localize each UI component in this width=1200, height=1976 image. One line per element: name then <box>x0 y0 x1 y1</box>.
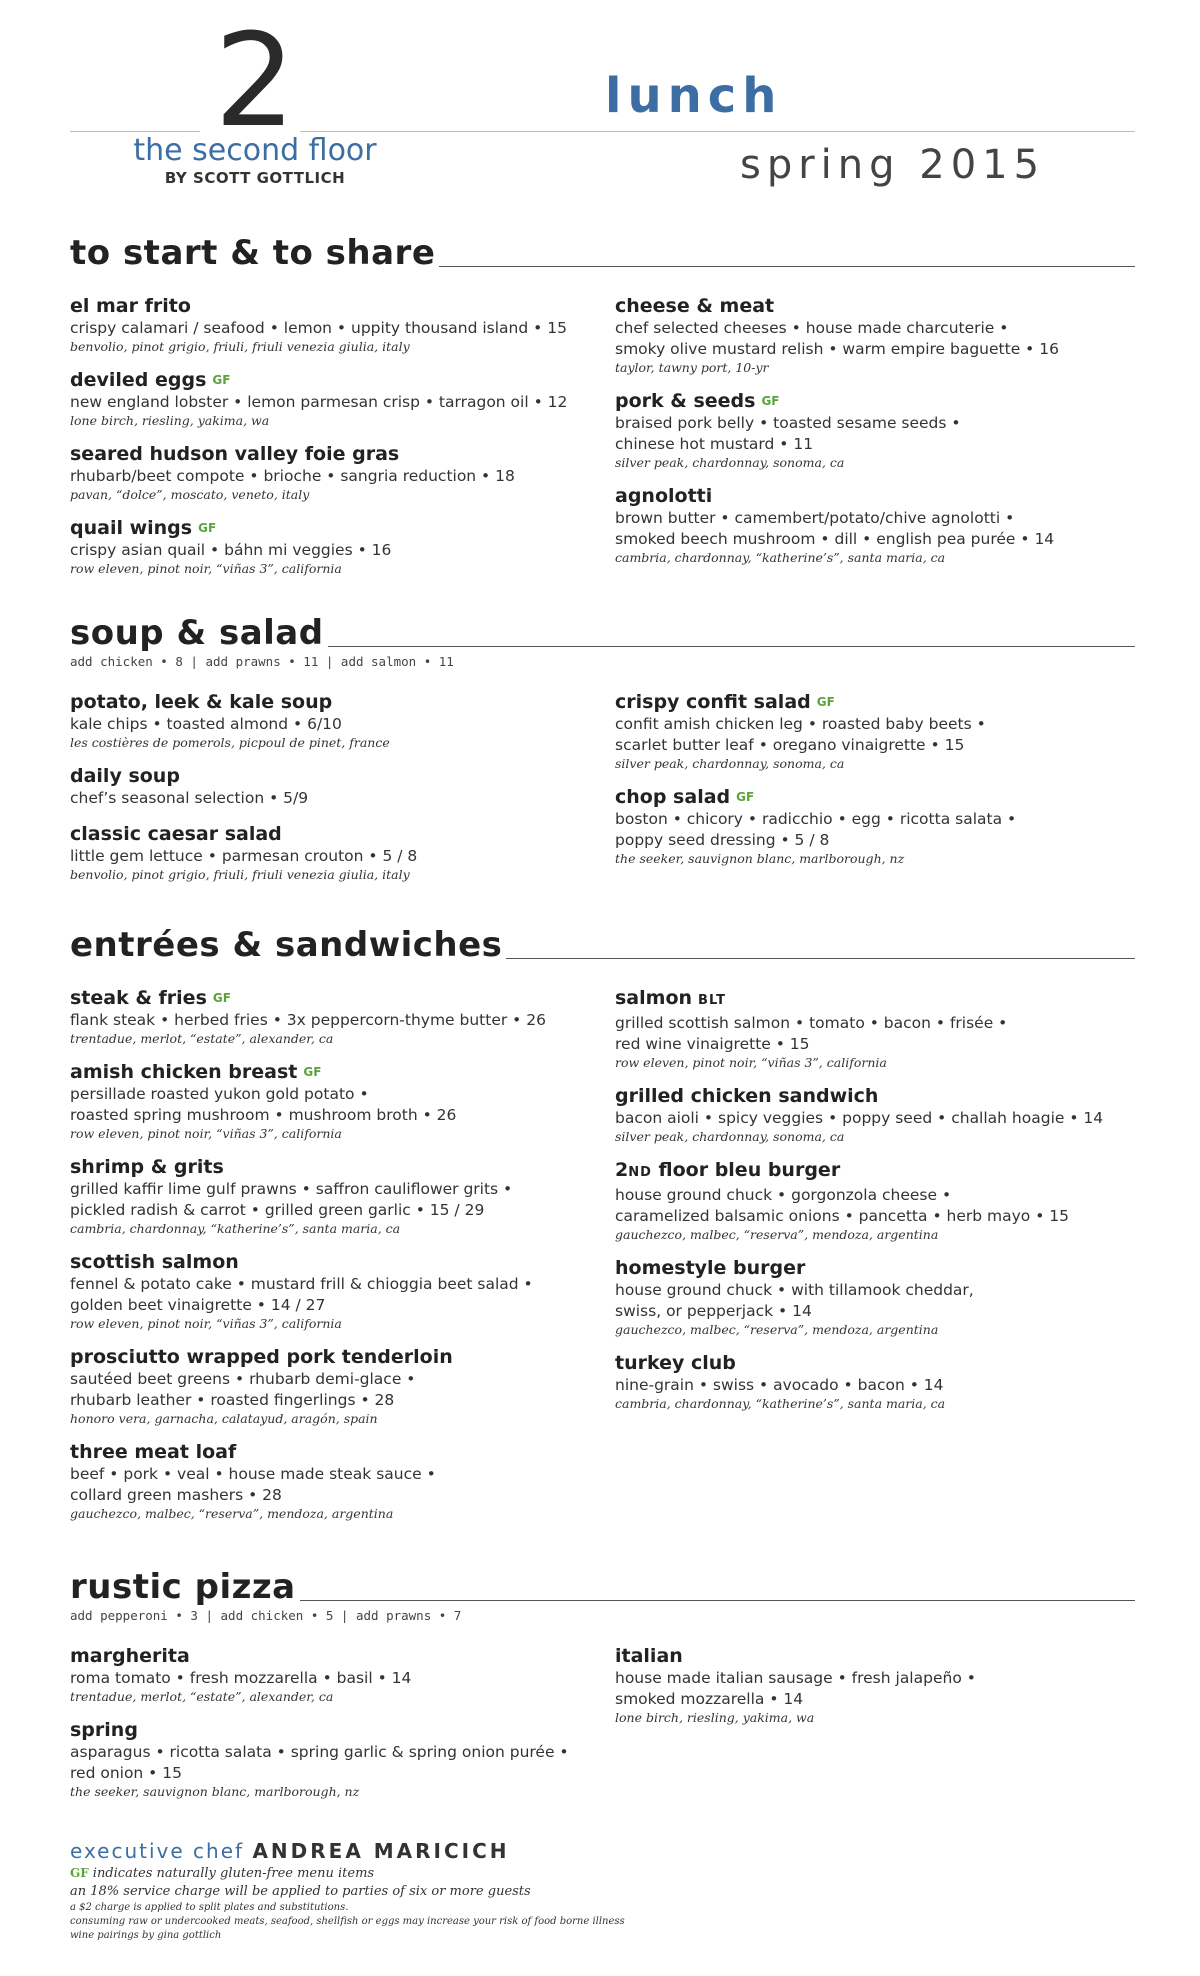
menu-item-name <box>615 785 1135 809</box>
menu-item <box>615 484 1135 566</box>
menu-item <box>70 1644 590 1705</box>
menu-item <box>70 368 590 429</box>
menu-item-name-text: pork & seeds <box>615 390 756 412</box>
section-entrees <box>70 924 1135 1535</box>
menu-item-name <box>615 690 1135 714</box>
menu-item-name-text: margherita <box>70 1645 190 1667</box>
menu-item-description: confit amish chicken leg • roasted baby beets • <box>615 715 986 733</box>
menu-item-wine-pairing: honoro vera, garnacha, calatayud, aragón, spain <box>70 1411 378 1426</box>
menu-item-name <box>70 1155 590 1179</box>
menu-item-description: caramelized balsamic onions • pancetta • herb mayo • 15 <box>615 1207 1069 1225</box>
gf-badge: GF <box>736 790 755 804</box>
section-heading <box>70 1566 1135 1606</box>
menu-item-name <box>70 1060 590 1084</box>
menu-item-name-text: spring <box>70 1719 138 1741</box>
menu-item-name-text: agnolotti <box>615 485 713 507</box>
menu-item-description: nine-grain • swiss • avocado • bacon • 14 <box>615 1376 944 1394</box>
menu-item-description: beef • pork • veal • house made steak sauce • <box>70 1465 436 1483</box>
menu-item-description: smoked mozzarella • 14 <box>615 1690 804 1708</box>
menu-item <box>615 785 1135 867</box>
menu-item-description: crispy asian quail • báhn mi veggies • 16 <box>70 541 392 559</box>
section-rule <box>300 1600 1135 1601</box>
section-title: entrées & sandwiches <box>70 925 503 965</box>
section-rule <box>328 646 1135 647</box>
split-charge-note: a $2 charge is applied to split plates and substitutions. <box>70 1902 349 1913</box>
menu-item-name-text: daily soup <box>70 765 180 787</box>
menu-item-name <box>70 986 590 1010</box>
raw-food-warning: consuming raw or undercooked meats, seafood, shellfish or eggs may increase your risk of food borne illness <box>70 1916 625 1927</box>
menu-item <box>615 294 1135 376</box>
menu-item <box>70 1440 590 1522</box>
menu-item-wine-pairing: silver peak, chardonnay, sonoma, ca <box>615 1129 845 1144</box>
section-columns <box>70 1644 1135 1813</box>
logo-name: the second floor <box>133 133 377 168</box>
menu-item-description: asparagus • ricotta salata • spring garlic & spring onion purée • <box>70 1743 569 1761</box>
menu-item-description: house ground chuck • gorgonzola cheese • <box>615 1186 952 1204</box>
menu-item-name-text: chop salad <box>615 786 731 808</box>
menu-item-name-text: homestyle burger <box>615 1257 806 1279</box>
left-column <box>70 690 590 896</box>
menu-item-wine-pairing: benvolio, pinot grigio, friuli, friuli venezia giulia, italy <box>70 867 410 882</box>
menu-item-name <box>615 294 1135 318</box>
section-columns <box>70 690 1135 896</box>
menu-item-description: chinese hot mustard • 11 <box>615 435 814 453</box>
menu-item-name-suffix: BLT <box>698 993 726 1008</box>
logo-byline: BY SCOTT GOTTLICH <box>164 169 346 187</box>
menu-item-description: scarlet butter leaf • oregano vinaigrette • 15 <box>615 736 965 754</box>
menu-item-description: house made italian sausage • fresh jalapeño • <box>615 1669 976 1687</box>
menu-item-description: persillade roasted yukon gold potato • <box>70 1085 369 1103</box>
menu-item-description: roasted spring mushroom • mushroom broth • 26 <box>70 1106 457 1124</box>
menu-item-wine-pairing: gauchezco, malbec, “reserva”, mendoza, argentina <box>615 1227 939 1242</box>
chef-title: executive chef <box>70 1839 245 1863</box>
menu-item <box>70 764 590 809</box>
section-title: soup & salad <box>70 613 324 653</box>
gf-note: indicates naturally gluten-free menu items <box>92 1866 375 1881</box>
menu-item-wine-pairing: row eleven, pinot noir, “viñas 3”, california <box>615 1055 887 1070</box>
menu-item-description: rhubarb/beet compote • brioche • sangria reduction • 18 <box>70 467 515 485</box>
section-title: rustic pizza <box>70 1567 296 1607</box>
menu-item-description: collard green mashers • 28 <box>70 1486 282 1504</box>
menu-item <box>615 1256 1135 1338</box>
menu-item-wine-pairing: lone birch, riesling, yakima, wa <box>615 1710 815 1725</box>
menu-item-name-text: potato, leek & kale soup <box>70 691 333 713</box>
menu-item <box>70 1060 590 1142</box>
menu-item-name <box>70 1718 590 1742</box>
section-heading <box>70 232 1135 272</box>
menu-item-description: grilled scottish salmon • tomato • bacon • frisée • <box>615 1014 1008 1032</box>
chef-credit <box>70 1838 770 1864</box>
menu-item-name-text: seared hudson valley foie gras <box>70 443 400 465</box>
section-rule <box>439 266 1135 267</box>
menu-item-name <box>70 1250 590 1274</box>
menu-item-wine-pairing: silver peak, chardonnay, sonoma, ca <box>615 455 845 470</box>
menu-item <box>615 1158 1135 1243</box>
menu-item-wine-pairing: trentadue, merlot, “estate”, alexander, ca <box>70 1031 334 1046</box>
menu-item-description: brown butter • camembert/potato/chive agnolotti • <box>615 509 1015 527</box>
menu-item-name-text: el mar frito <box>70 295 191 317</box>
section-title: to start & to share <box>70 233 436 273</box>
header-rule-left <box>70 131 200 132</box>
menu-item-wine-pairing: cambria, chardonnay, “katherine’s”, santa maria, ca <box>615 550 946 565</box>
gf-badge: GF <box>761 394 780 408</box>
menu-item-description: bacon aioli • spicy veggies • poppy seed • challah hoagie • 14 <box>615 1109 1104 1127</box>
menu-item <box>70 442 590 503</box>
menu-item-description: new england lobster • lemon parmesan crisp • tarragon oil • 12 <box>70 393 568 411</box>
menu-item-description: kale chips • toasted almond • 6/10 <box>70 715 342 733</box>
menu-meal-title: lunch <box>605 68 783 124</box>
section-columns <box>70 294 1135 590</box>
menu-item <box>615 690 1135 772</box>
menu-item <box>615 1351 1135 1412</box>
menu-item-name <box>615 389 1135 413</box>
menu-item-name <box>70 368 590 392</box>
menu-item-wine-pairing: cambria, chardonnay, “katherine’s”, santa maria, ca <box>70 1221 401 1236</box>
menu-item-name <box>70 690 590 714</box>
menu-item-description: house ground chuck • with tillamook cheddar, <box>615 1281 974 1299</box>
menu-item <box>615 389 1135 471</box>
menu-item-description: smoked beech mushroom • dill • english pea purée • 14 <box>615 530 1055 548</box>
menu-item <box>70 1155 590 1237</box>
menu-item-wine-pairing: lone birch, riesling, yakima, wa <box>70 413 270 428</box>
menu-item <box>70 690 590 751</box>
menu-item <box>70 986 590 1047</box>
menu-footer <box>70 1838 770 1943</box>
menu-item-name-text: floor bleu burger <box>651 1159 841 1181</box>
right-column <box>615 1644 1135 1813</box>
menu-item-wine-pairing: taylor, tawny port, 10-yr <box>615 360 769 375</box>
menu-item-name <box>615 1084 1135 1108</box>
menu-item-name-text: quail wings <box>70 517 193 539</box>
menu-item-wine-pairing: pavan, “dolce”, moscato, veneto, italy <box>70 487 310 502</box>
menu-item-description: swiss, or pepperjack • 14 <box>615 1302 812 1320</box>
menu-item <box>70 294 590 355</box>
menu-item-name <box>615 1351 1135 1375</box>
menu-item-name <box>70 1644 590 1668</box>
menu-item-description: braised pork belly • toasted sesame seeds • <box>615 414 961 432</box>
gf-badge: GF <box>816 695 835 709</box>
menu-item-wine-pairing: row eleven, pinot noir, “viñas 3”, california <box>70 1316 342 1331</box>
section-columns <box>70 986 1135 1535</box>
gf-badge: GF <box>198 521 217 535</box>
menu-item-name <box>70 764 590 788</box>
gf-badge: GF <box>70 1866 89 1880</box>
menu-item-name-prefix: 2 <box>615 1159 629 1181</box>
menu-item-wine-pairing: trentadue, merlot, “estate”, alexander, ca <box>70 1689 334 1704</box>
menu-item <box>615 1084 1135 1145</box>
wine-pairing-credit: wine pairings by gina gottlich <box>70 1930 222 1941</box>
menu-item-name-text: prosciutto wrapped pork tenderloin <box>70 1346 453 1368</box>
menu-item-name <box>70 516 590 540</box>
logo-digit: 2 <box>214 7 296 156</box>
menu-item-name-text: cheese & meat <box>615 295 775 317</box>
left-column <box>70 986 590 1535</box>
section-soup-salad <box>70 612 1135 896</box>
right-column <box>615 690 1135 896</box>
left-column <box>70 294 590 590</box>
service-charge-note: an 18% service charge will be applied to parties of six or more guests <box>70 1884 531 1899</box>
menu-item-name <box>615 1644 1135 1668</box>
menu-item-description: roma tomato • fresh mozzarella • basil • 14 <box>70 1669 412 1687</box>
chef-name: ANDREA MARICICH <box>252 1839 510 1863</box>
section-heading <box>70 612 1135 652</box>
menu-item-description: sautéed beet greens • rhubarb demi-glace • <box>70 1370 416 1388</box>
menu-item-wine-pairing: cambria, chardonnay, “katherine’s”, santa maria, ca <box>615 1396 946 1411</box>
section-start <box>70 232 1135 590</box>
menu-item-name-text: steak & fries <box>70 987 207 1009</box>
gf-badge: GF <box>303 1065 322 1079</box>
menu-item-wine-pairing: the seeker, sauvignon blanc, marlborough, nz <box>70 1784 360 1799</box>
menu-item-name-text: grilled chicken sandwich <box>615 1085 879 1107</box>
menu-item-wine-pairing: silver peak, chardonnay, sonoma, ca <box>615 756 845 771</box>
section-rule <box>506 958 1135 959</box>
menu-item-description: crispy calamari / seafood • lemon • uppity thousand island • 15 <box>70 319 567 337</box>
menu-item-description: chef’s seasonal selection • 5/9 <box>70 789 309 807</box>
menu-item-description: grilled kaffir lime gulf prawns • saffron cauliflower grits • <box>70 1180 513 1198</box>
menu-item-name <box>70 1440 590 1464</box>
menu-item-name-text: three meat loaf <box>70 1441 237 1463</box>
menu-item-name <box>615 1158 1135 1185</box>
menu-item-name <box>615 484 1135 508</box>
menu-item <box>70 1250 590 1332</box>
menu-item-name-ordinal: ND <box>628 1165 652 1180</box>
menu-item-description: smoky olive mustard relish • warm empire baguette • 16 <box>615 340 1059 358</box>
gf-legend <box>70 1864 770 1883</box>
section-pizza <box>70 1566 1135 1813</box>
menu-item-description: boston • chicory • radicchio • egg • ricotta salata • <box>615 810 1017 828</box>
gf-badge: GF <box>212 991 231 1005</box>
menu-item-name <box>70 1345 590 1369</box>
header-rule-right <box>300 131 1135 132</box>
menu-item-name-text: italian <box>615 1645 683 1667</box>
menu-item-name-text: salmon <box>615 987 693 1009</box>
menu-item-description: chef selected cheeses • house made charcuterie • <box>615 319 1009 337</box>
menu-item-description: red onion • 15 <box>70 1764 182 1782</box>
menu-item-name-text: amish chicken breast <box>70 1061 298 1083</box>
section-addons: add pepperoni • 3 | add chicken • 5 | add prawns • 7 <box>70 1608 462 1623</box>
menu-item-description: red wine vinaigrette • 15 <box>615 1035 810 1053</box>
menu-item <box>70 1345 590 1427</box>
menu-item <box>70 822 590 883</box>
menu-header <box>0 0 1200 230</box>
menu-item-description: flank steak • herbed fries • 3x peppercorn-thyme butter • 26 <box>70 1011 546 1029</box>
menu-item-wine-pairing: row eleven, pinot noir, “viñas 3”, california <box>70 561 342 576</box>
menu-season: spring 2015 <box>740 142 1046 188</box>
menu-item-name-text: turkey club <box>615 1352 736 1374</box>
menu-item-name-text: shrimp & grits <box>70 1156 224 1178</box>
menu-item-name-text: deviled eggs <box>70 369 207 391</box>
menu-item-name-text: classic caesar salad <box>70 823 282 845</box>
menu-item <box>70 516 590 577</box>
menu-item-wine-pairing: benvolio, pinot grigio, friuli, friuli venezia giulia, italy <box>70 339 410 354</box>
menu-item-wine-pairing: row eleven, pinot noir, “viñas 3”, california <box>70 1126 342 1141</box>
menu-item-description: poppy seed dressing • 5 / 8 <box>615 831 830 849</box>
menu-item-wine-pairing: les costières de pomerols, picpoul de pinet, france <box>70 735 390 750</box>
menu-item-description: pickled radish & carrot • grilled green garlic • 15 / 29 <box>70 1201 485 1219</box>
menu-item-description: golden beet vinaigrette • 14 / 27 <box>70 1296 326 1314</box>
right-column <box>615 986 1135 1535</box>
menu-item-name <box>615 1256 1135 1280</box>
menu-item <box>615 986 1135 1071</box>
gf-badge: GF <box>212 373 231 387</box>
section-addons: add chicken • 8 | add prawns • 11 | add salmon • 11 <box>70 654 454 669</box>
left-column <box>70 1644 590 1813</box>
menu-item-name-text: crispy confit salad <box>615 691 811 713</box>
menu-item-wine-pairing: gauchezco, malbec, “reserva”, mendoza, argentina <box>70 1506 394 1521</box>
right-column <box>615 294 1135 590</box>
menu-item-description: rhubarb leather • roasted fingerlings • 28 <box>70 1391 395 1409</box>
menu-item-name <box>615 986 1135 1013</box>
section-heading <box>70 924 1135 964</box>
menu-item-name <box>70 294 590 318</box>
menu-item-name <box>70 822 590 846</box>
menu-item-name-text: scottish salmon <box>70 1251 239 1273</box>
menu-item <box>70 1718 590 1800</box>
menu-item-name <box>70 442 590 466</box>
menu-item-wine-pairing: gauchezco, malbec, “reserva”, mendoza, argentina <box>615 1322 939 1337</box>
menu-item-description: little gem lettuce • parmesan crouton • 5 / 8 <box>70 847 418 865</box>
menu-item-wine-pairing: the seeker, sauvignon blanc, marlborough, nz <box>615 851 905 866</box>
menu-item <box>615 1644 1135 1726</box>
menu-item-description: fennel & potato cake • mustard frill & chioggia beet salad • <box>70 1275 533 1293</box>
